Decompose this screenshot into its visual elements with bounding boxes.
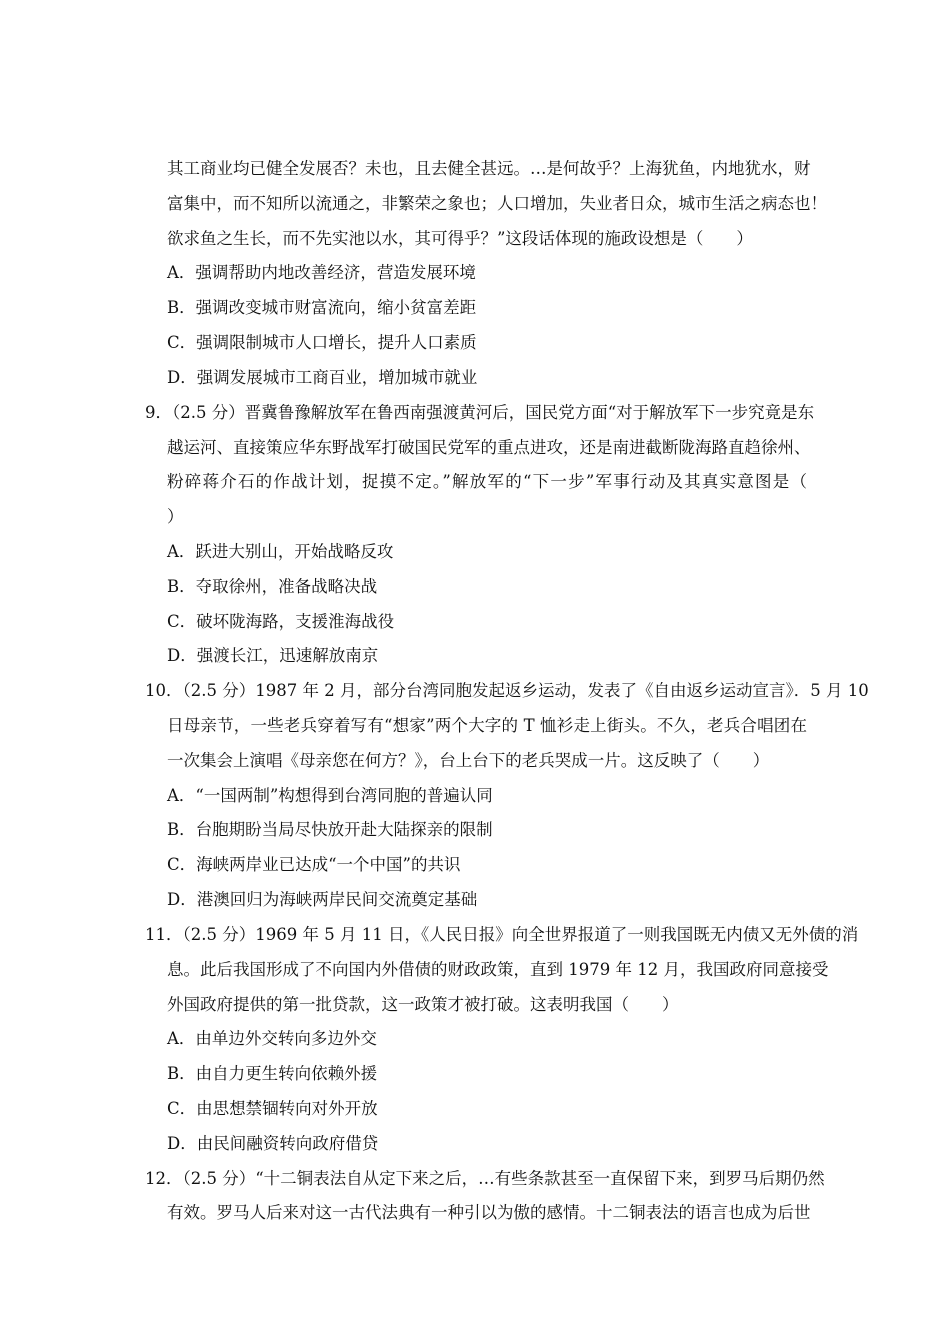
- q12-text-line-2: 有效。罗马人后来对这一古代法典有一种引以为傲的感情。十二铜表法的语言也成为后世: [167, 1203, 811, 1222]
- q8-text-line-1: 其工商业均已健全发展否？未也，且去健全甚远。…是何故乎？上海犹鱼，内地犹水，财: [167, 159, 811, 178]
- q10-option-c: C．海峡两岸业已达成“一个中国”的共识: [167, 855, 461, 874]
- q11-text-line-2: 息。此后我国形成了不向国内外借债的财政政策，直到 1979 年 12 月，我国政府同意接受: [167, 960, 829, 979]
- q10-option-d: D．港澳回归为海峡两岸民间交流奠定基础: [167, 890, 478, 909]
- q10-option-a: A．“一国两制”构想得到台湾同胞的普遍认同: [167, 786, 493, 805]
- q10-text-line-1: 10．（2.5 分）1987 年 2 月，部分台湾同胞发起返乡运动，发表了《自由返乡运动宣言》．5 月 10: [145, 681, 869, 700]
- q9-option-d: D．强渡长江，迅速解放南京: [167, 646, 379, 665]
- q11-option-d: D．由民间融资转向政府借贷: [167, 1134, 379, 1153]
- q9-text-line-4: ）: [167, 507, 184, 526]
- q8-text-line-3: 欲求鱼之生长，而不先实池以水，其可得乎？”这段话体现的施政设想是（ ）: [167, 229, 753, 248]
- q10-text-line-3: 一次集会上演唱《母亲您在何方？》，台上台下的老兵哭成一片。这反映了（ ）: [167, 751, 770, 770]
- q8-option-a: A．强调帮助内地改善经济，营造发展环境: [167, 263, 476, 282]
- q8-option-c: C．强调限制城市人口增长，提升人口素质: [167, 333, 477, 352]
- q10-text-line-2: 日母亲节，一些老兵穿着写有“想家”两个大字的 T 恤衫走上街头。不久，老兵合唱团在: [167, 716, 807, 735]
- q11-option-b: B．由自力更生转向依赖外援: [167, 1064, 378, 1083]
- q11-option-a: A．由单边外交转向多边外交: [167, 1029, 377, 1048]
- q11-option-c: C．由思想禁锢转向对外开放: [167, 1099, 378, 1118]
- q8-option-b: B．强调改变城市财富流向，缩小贫富差距: [167, 298, 477, 317]
- q11-text-line-3: 外国政府提供的第一批贷款，这一政策才被打破。这表明我国（ ）: [167, 995, 679, 1014]
- q9-text-line-2: 越运河、直接策应华东野战军打破国民党军的重点进攻，还是南进截断陇海路直趋徐州、: [167, 438, 811, 457]
- q8-text-line-2: 富集中，而不知所以流通之，非繁荣之象也；人口增加，失业者日众，城市生活之病态也！: [167, 194, 827, 213]
- q9-option-a: A．跃进大别山，开始战略反攻: [167, 542, 394, 561]
- q12-text-line-1: 12．（2.5 分）“十二铜表法自从定下来之后，…有些条款甚至一直保留下来，到罗马后期仍然: [145, 1169, 825, 1188]
- q8-option-d: D．强调发展城市工商百业，增加城市就业: [167, 368, 478, 387]
- q9-text-line-1: 9．（2.5 分）晋冀鲁豫解放军在鲁西南强渡黄河后，国民党方面“对于解放军下一步究竟是东: [145, 403, 815, 422]
- q9-option-c: C．破坏陇海路，支援淮海战役: [167, 612, 395, 631]
- q9-option-b: B．夺取徐州，准备战略决战: [167, 577, 378, 596]
- q9-text-line-3: 粉碎蒋介石的作战计划，捉摸不定。”解放军的“下一步”军事行动及其真实意图是（: [167, 472, 807, 491]
- q10-option-b: B．台胞期盼当局尽快放开赴大陆探亲的限制: [167, 820, 493, 839]
- q11-text-line-1: 11．（2.5 分）1969 年 5 月 11 日，《人民日报》向全世界报道了一则我国既无内债又无外债的消: [145, 925, 859, 944]
